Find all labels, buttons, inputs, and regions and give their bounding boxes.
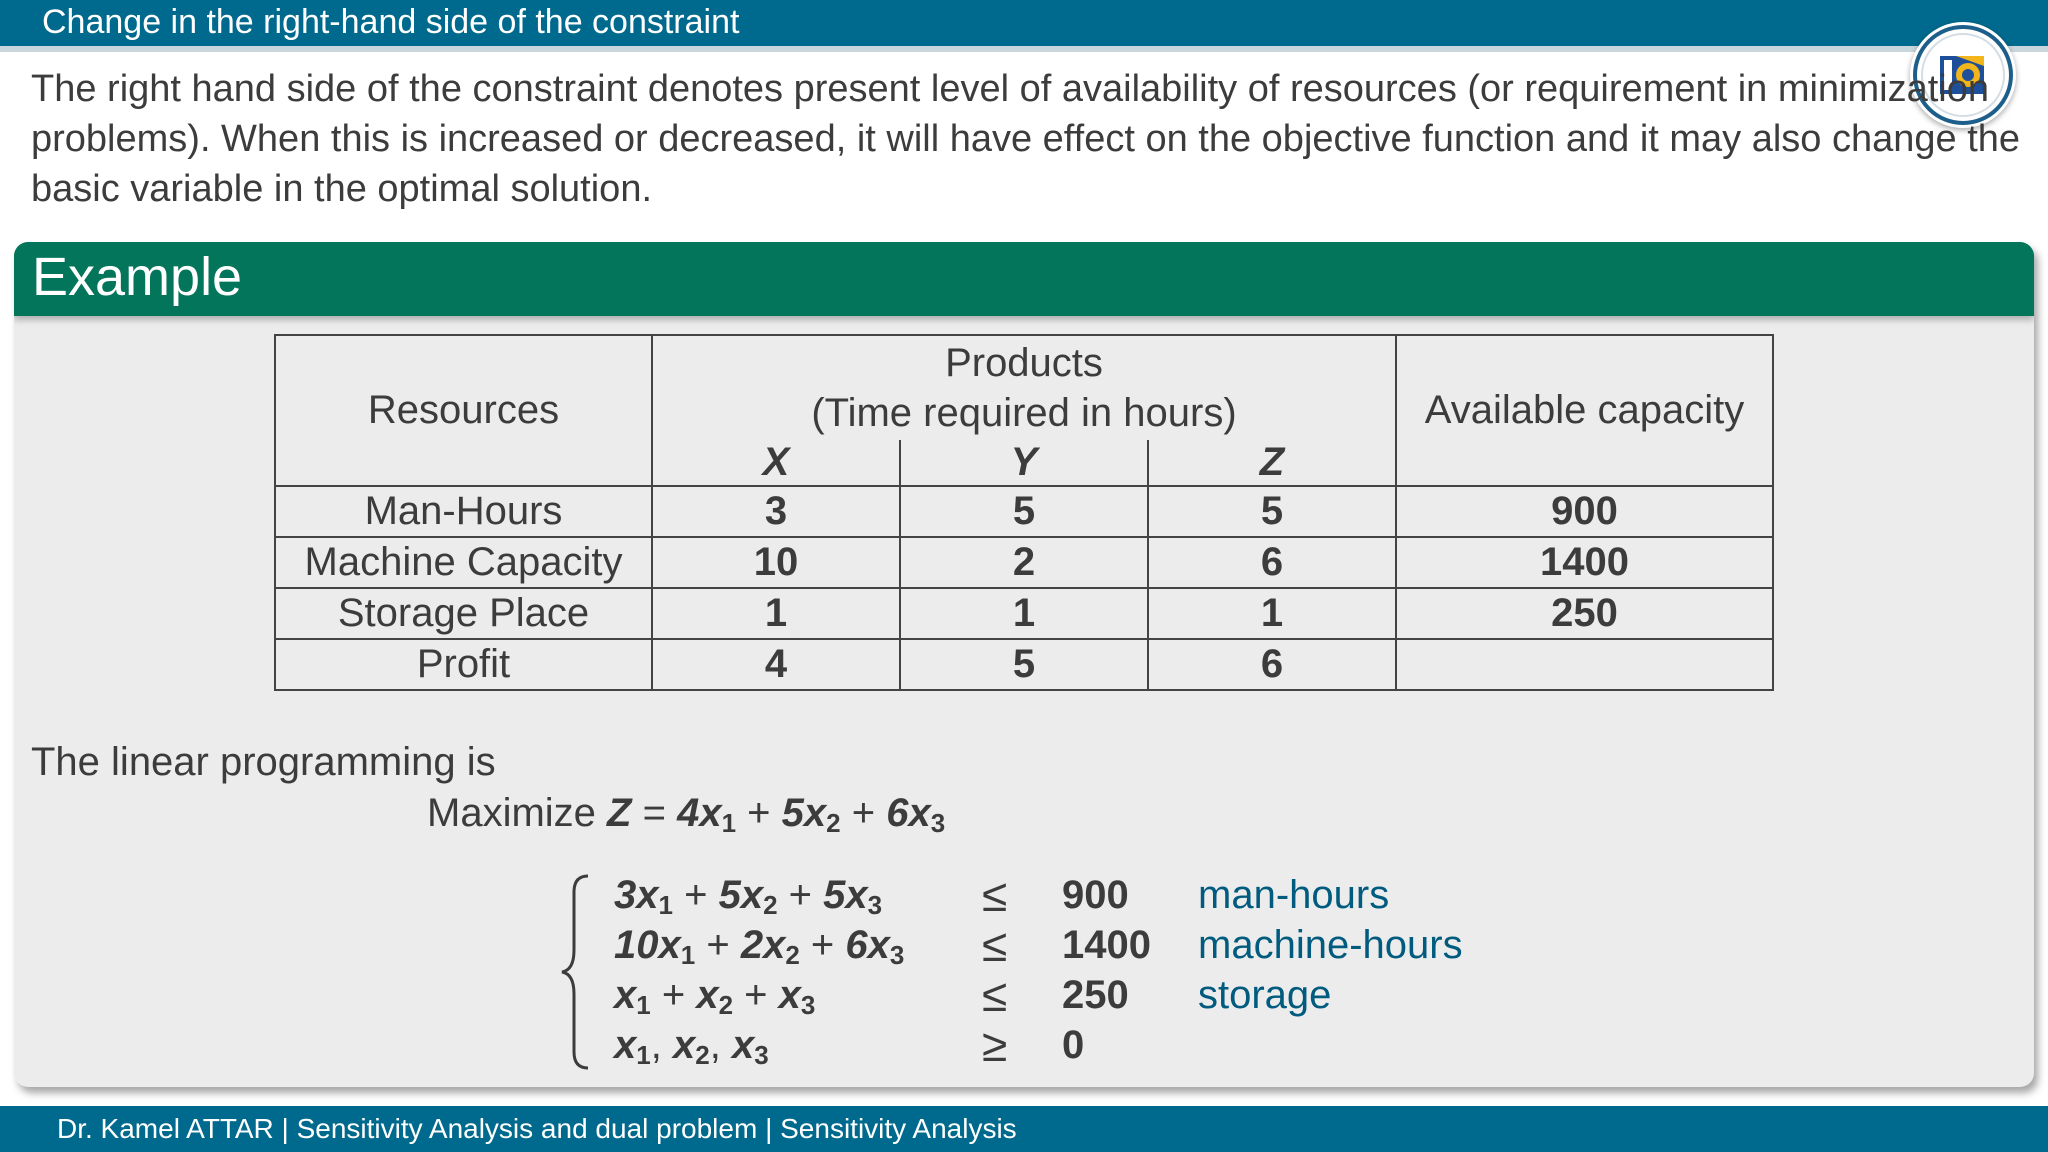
constraint-lhs: $x_1$, $x_2$, $x_3$: [614, 1023, 769, 1070]
resources-header: Resources: [275, 335, 652, 486]
product-column-y: Y: [900, 440, 1148, 486]
example-block-header: [14, 242, 2034, 316]
capacity-header: Available capacity: [1396, 335, 1773, 486]
intro-paragraph: The right hand side of the constraint denotes present level of availability of resources (or requirement in minimization problems). When this is increased or decreased, it will have effect on the objective function and it may also change the basic variable in the optimal solution.: [31, 68, 2021, 210]
constraint-relation: ≤: [982, 919, 1008, 971]
resources-table: [274, 334, 1774, 691]
products-header-line2: (Time required in hours): [811, 391, 1237, 435]
value-x: 4: [652, 639, 900, 690]
value-z: 6: [1148, 639, 1396, 690]
value-y: 1: [900, 588, 1148, 639]
table-row: [275, 486, 1773, 537]
value-capacity: 250: [1396, 588, 1773, 639]
slide-title: Change in the right-hand side of the constraint: [42, 3, 740, 41]
constraints-brace: [556, 872, 596, 1072]
objective-prefix: Maximize: [427, 791, 596, 835]
constraint-rhs: 250: [1062, 973, 1129, 1017]
value-x: 10: [652, 537, 900, 588]
resource-name: Storage Place: [275, 588, 652, 639]
table-row: [275, 639, 1773, 690]
value-y: 2: [900, 537, 1148, 588]
constraint-relation: ≥: [982, 1019, 1008, 1071]
value-y: 5: [900, 486, 1148, 537]
resource-name: Man-Hours: [275, 486, 652, 537]
constraint-lhs: $10x_1 + 2x_2 + 6x_3$: [614, 923, 905, 970]
constraint-rhs: 900: [1062, 873, 1129, 917]
example-block: [14, 242, 2034, 1087]
table-header-row: [275, 335, 1773, 440]
constraint-relation: ≤: [982, 969, 1008, 1021]
slide-footer-bar: [0, 1106, 2048, 1152]
constraint-note: storage: [1198, 973, 1332, 1017]
constraint-rhs: 1400: [1062, 923, 1151, 967]
table-row: [275, 588, 1773, 639]
footer-text: Dr. Kamel ATTAR | Sensitivity Analysis and dual problem | Sensitivity Analysis: [57, 1113, 1017, 1144]
product-column-x: X: [652, 440, 900, 486]
value-z: 5: [1148, 486, 1396, 537]
value-capacity: [1396, 639, 1773, 690]
objective-expression: $Z = 4x_1 + 5x_2 + 6x_3$: [607, 791, 946, 838]
constraint-note: machine-hours: [1198, 923, 1463, 967]
product-column-z: Z: [1148, 440, 1396, 486]
value-capacity: 1400: [1396, 537, 1773, 588]
value-z: 1: [1148, 588, 1396, 639]
constraint-relation: ≤: [982, 869, 1008, 921]
value-z: 6: [1148, 537, 1396, 588]
value-x: 3: [652, 486, 900, 537]
constraint-lhs: $3x_1 + 5x_2 + 5x_3$: [614, 873, 883, 920]
table-row: [275, 537, 1773, 588]
products-header-line1: Products: [945, 341, 1103, 385]
value-capacity: 900: [1396, 486, 1773, 537]
example-block-title: Example: [32, 247, 243, 307]
resource-name: Machine Capacity: [275, 537, 652, 588]
lp-intro-text: The linear programming is: [31, 740, 496, 784]
slide-header-bar: [0, 0, 2048, 52]
resource-name: Profit: [275, 639, 652, 690]
constraint-note: man-hours: [1198, 873, 1390, 917]
constraint-lhs: $x_1 + x_2 + x_3$: [614, 973, 816, 1020]
products-header: [652, 335, 1396, 440]
objective-function: [427, 788, 945, 848]
constraint-rhs: 0: [1062, 1023, 1085, 1067]
value-x: 1: [652, 588, 900, 639]
value-y: 5: [900, 639, 1148, 690]
